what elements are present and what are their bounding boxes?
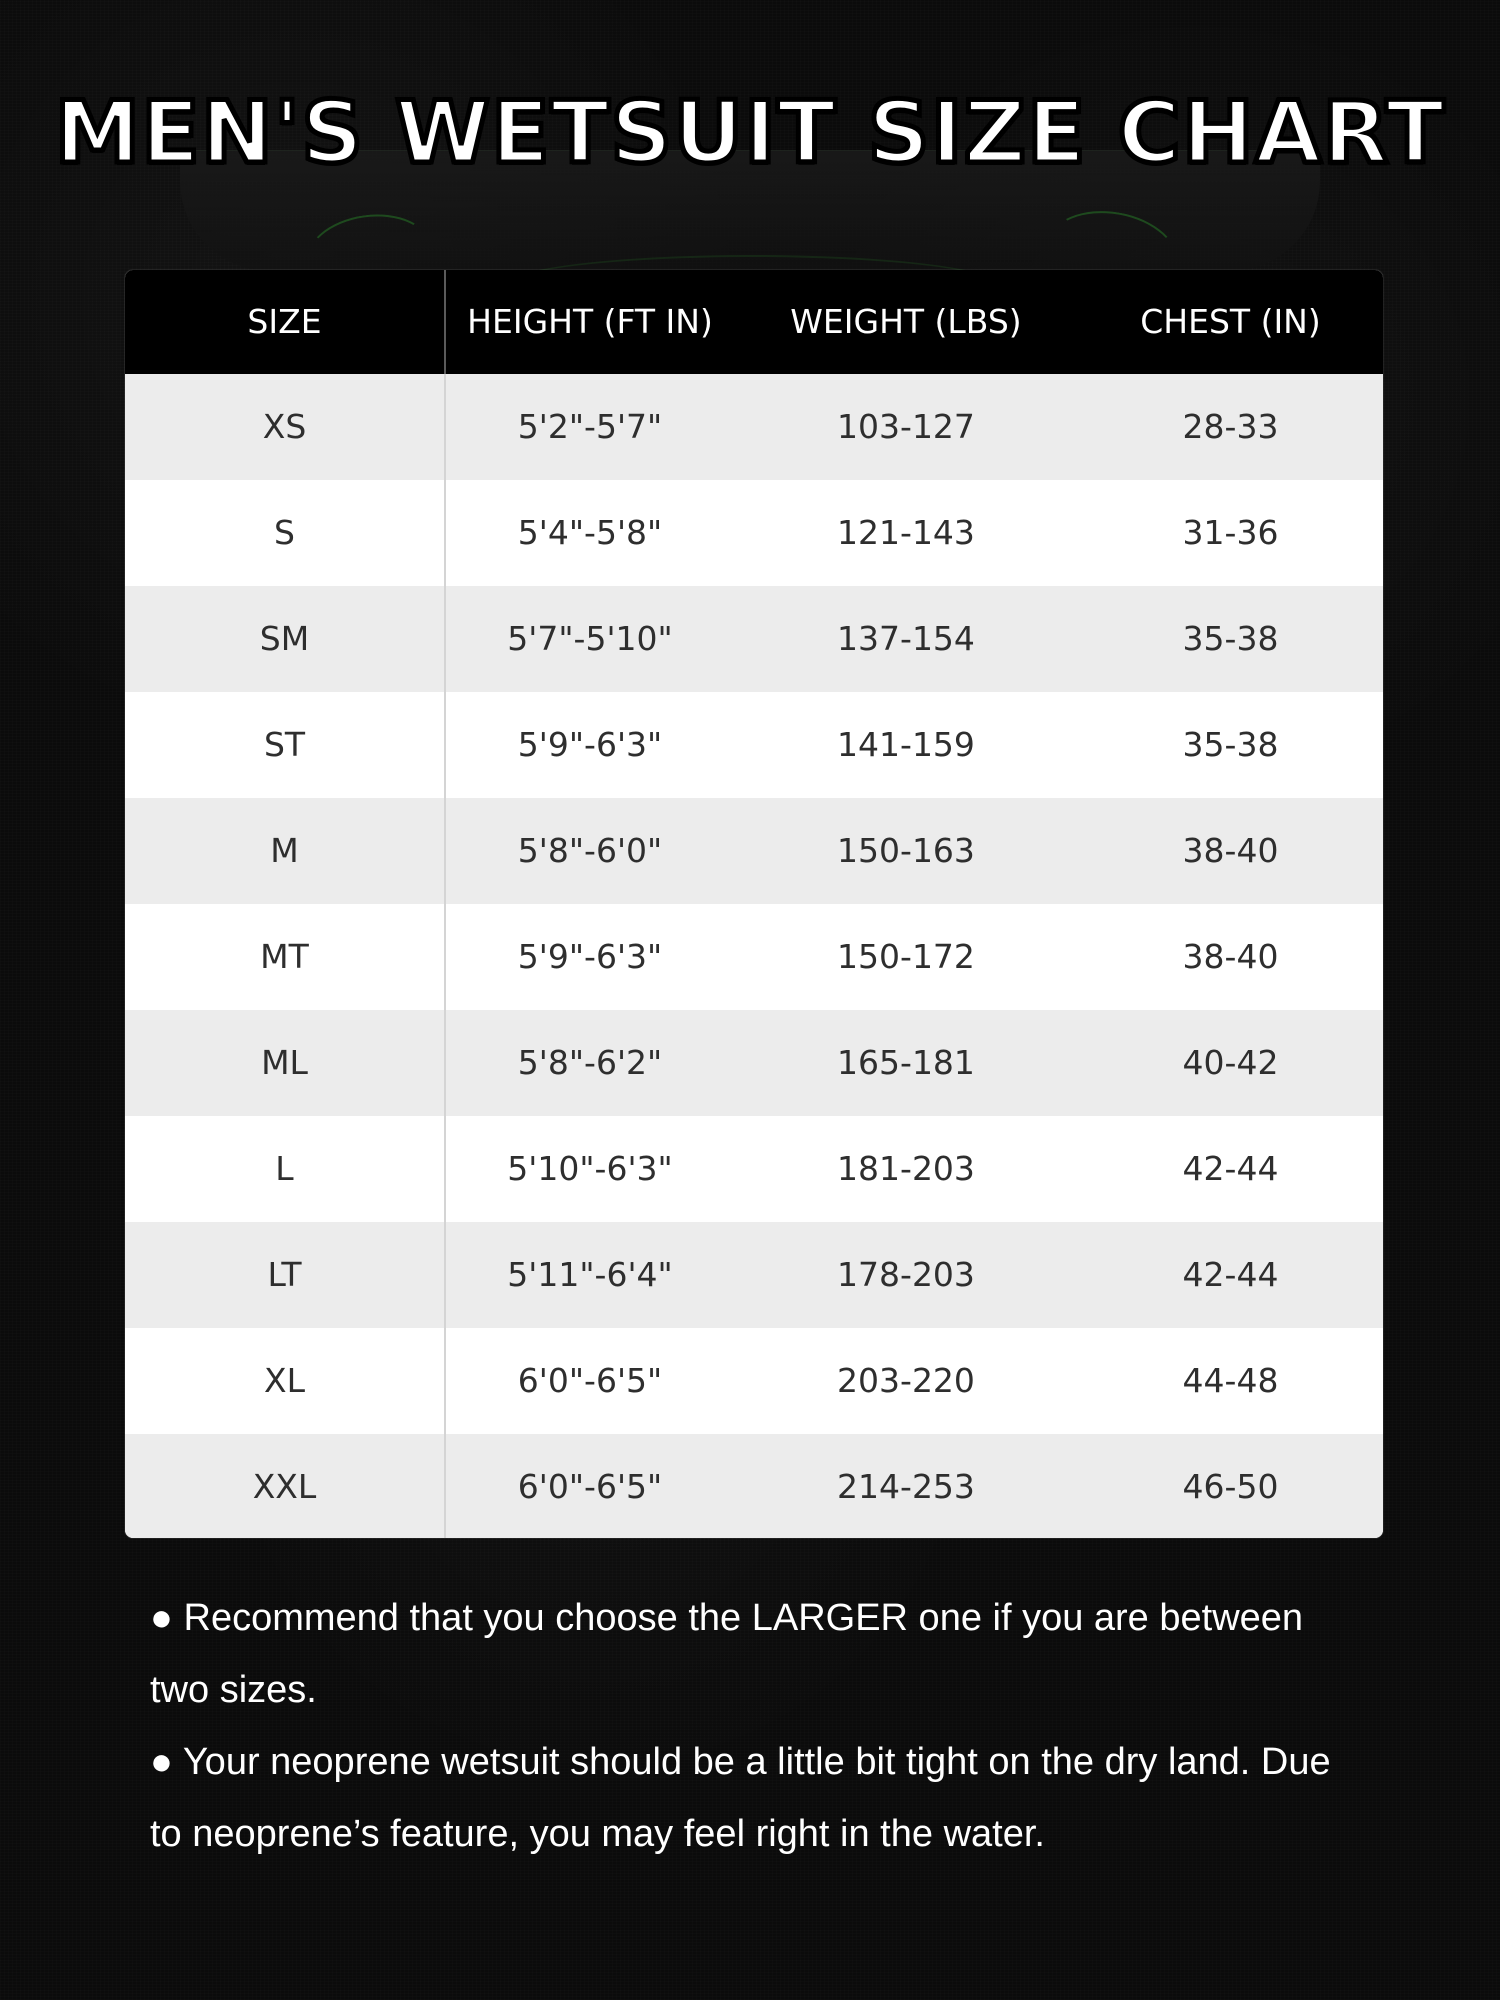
height-cell: 5'2"-5'7" (517, 407, 663, 446)
size-cell: ML (125, 1010, 446, 1116)
table-row (125, 586, 1383, 692)
weight-cell: 150-172 (837, 937, 975, 976)
chest-cell: 38-40 (1182, 831, 1279, 870)
weight-cell: 214-253 (837, 1467, 975, 1506)
size-cell: SM (125, 586, 446, 692)
note-item: ● Recommend that you choose the LARGER one if you are between two sizes. (150, 1597, 1304, 1711)
weight-cell: 178-203 (837, 1255, 975, 1294)
table-row (125, 1010, 1383, 1116)
height-cell: 5'10"-6'3" (507, 1149, 673, 1188)
table-row (125, 1328, 1383, 1434)
chest-cell: 42-44 (1182, 1149, 1279, 1188)
height-cell: 5'4"-5'8" (517, 513, 663, 552)
weight-cell: 121-143 (837, 513, 975, 552)
size-cell: M (125, 798, 446, 904)
table-row (125, 374, 1383, 480)
table-row (125, 692, 1383, 798)
size-notes (150, 1582, 1370, 1870)
height-cell: 5'8"-6'2" (517, 1043, 663, 1082)
table-row (125, 798, 1383, 904)
chest-cell: 35-38 (1182, 619, 1279, 658)
table-row (125, 904, 1383, 1010)
size-cell: LT (125, 1222, 446, 1328)
table-row (125, 1116, 1383, 1222)
table-header (125, 270, 1383, 374)
header-chest: CHEST (IN) (1140, 302, 1321, 341)
size-cell: L (125, 1116, 446, 1222)
weight-cell: 150-163 (837, 831, 975, 870)
weight-cell: 141-159 (837, 725, 975, 764)
header-size: SIZE (125, 270, 446, 374)
height-cell: 5'11"-6'4" (507, 1255, 673, 1294)
table-body (125, 374, 1383, 1538)
size-cell: MT (125, 904, 446, 1010)
size-table (125, 270, 1383, 1538)
size-cell: XS (125, 374, 446, 480)
header-height: HEIGHT (FT IN) (467, 302, 713, 341)
chest-cell: 42-44 (1182, 1255, 1279, 1294)
weight-cell: 203-220 (837, 1361, 975, 1400)
height-cell: 5'7"-5'10" (507, 619, 673, 658)
size-cell: XL (125, 1328, 446, 1434)
weight-cell: 103-127 (837, 407, 975, 446)
height-cell: 5'9"-6'3" (517, 937, 663, 976)
height-cell: 5'8"-6'0" (517, 831, 663, 870)
table-row (125, 480, 1383, 586)
chest-cell: 38-40 (1182, 937, 1279, 976)
weight-cell: 181-203 (837, 1149, 975, 1188)
table-row (125, 1434, 1383, 1538)
chest-cell: 35-38 (1182, 725, 1279, 764)
chest-cell: 46-50 (1182, 1467, 1279, 1506)
size-cell: XXL (125, 1434, 446, 1538)
note-item: ● Your neoprene wetsuit should be a little bit tight on the dry land. Due to neoprene’s feature, you may feel right in the water. (150, 1741, 1331, 1855)
weight-cell: 165-181 (837, 1043, 975, 1082)
size-cell: ST (125, 692, 446, 798)
page-title: MEN'S WETSUIT SIZE CHART (54, 83, 1446, 183)
chest-cell: 40-42 (1182, 1043, 1279, 1082)
chest-cell: 28-33 (1182, 407, 1279, 446)
header-weight: WEIGHT (LBS) (790, 302, 1022, 341)
height-cell: 6'0"-6'5" (517, 1467, 663, 1506)
height-cell: 5'9"-6'3" (517, 725, 663, 764)
chest-cell: 44-48 (1182, 1361, 1279, 1400)
height-cell: 6'0"-6'5" (517, 1361, 663, 1400)
weight-cell: 137-154 (837, 619, 975, 658)
chest-cell: 31-36 (1182, 513, 1279, 552)
size-cell: S (125, 480, 446, 586)
table-row (125, 1222, 1383, 1328)
